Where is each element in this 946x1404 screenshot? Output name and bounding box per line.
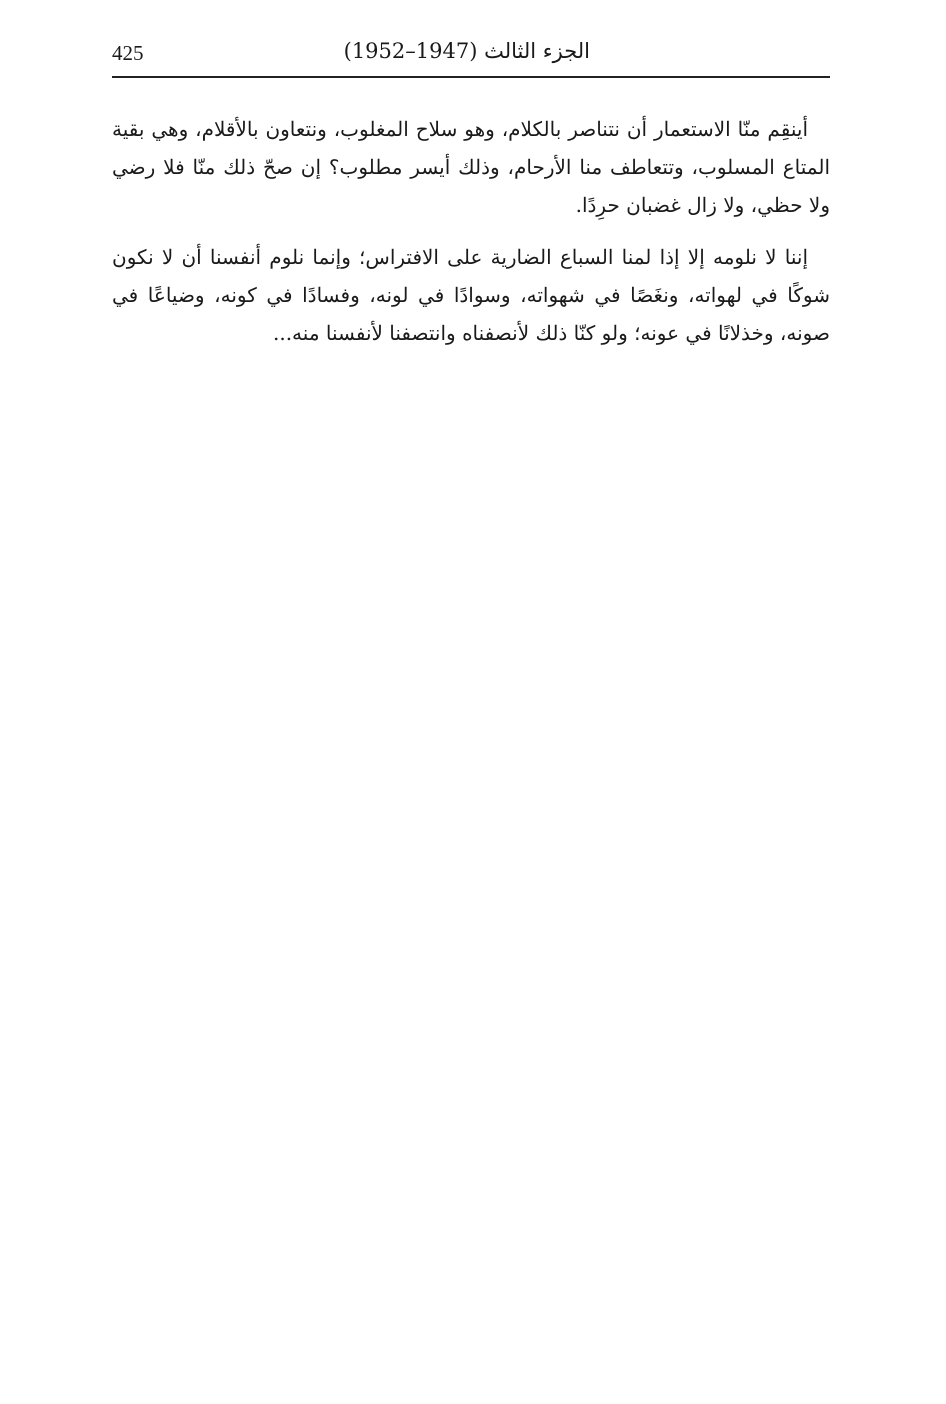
header-rule xyxy=(112,76,830,78)
text-body xyxy=(112,110,830,366)
page-number: 425 xyxy=(112,41,144,65)
paragraph-2: إننا لا نلومه إلا إذا لمنا السباع الضارية على الافتراس؛ وإنما نلوم أنفسنا أن لا نكون شوكًا في لهواته، ونغَصًا في شهواته، وسوادًا في لونه، وفسادًا في كونه، وضياعًا في صونه، وخذلانًا في عونه؛ ولو كنّا ذلك لأنصفناه وانتصفنا لأنفسنا منه... xyxy=(112,245,830,345)
running-title: الجزء الثالث (1947–1952) xyxy=(343,39,590,63)
paragraph-1: أينقِم منّا الاستعمار أن نتناصر بالكلام، وهو سلاح المغلوب، ونتعاون بالأقلام، وهي بقية المتاع المسلوب، وتتعاطف منا الأرحام، وذلك أيسر مطلوب؟ إن صحّ ذلك منّا فلا رضي ولا حظي، ولا زال غضبان حرِدًا. xyxy=(112,117,830,217)
page-header xyxy=(112,36,830,78)
